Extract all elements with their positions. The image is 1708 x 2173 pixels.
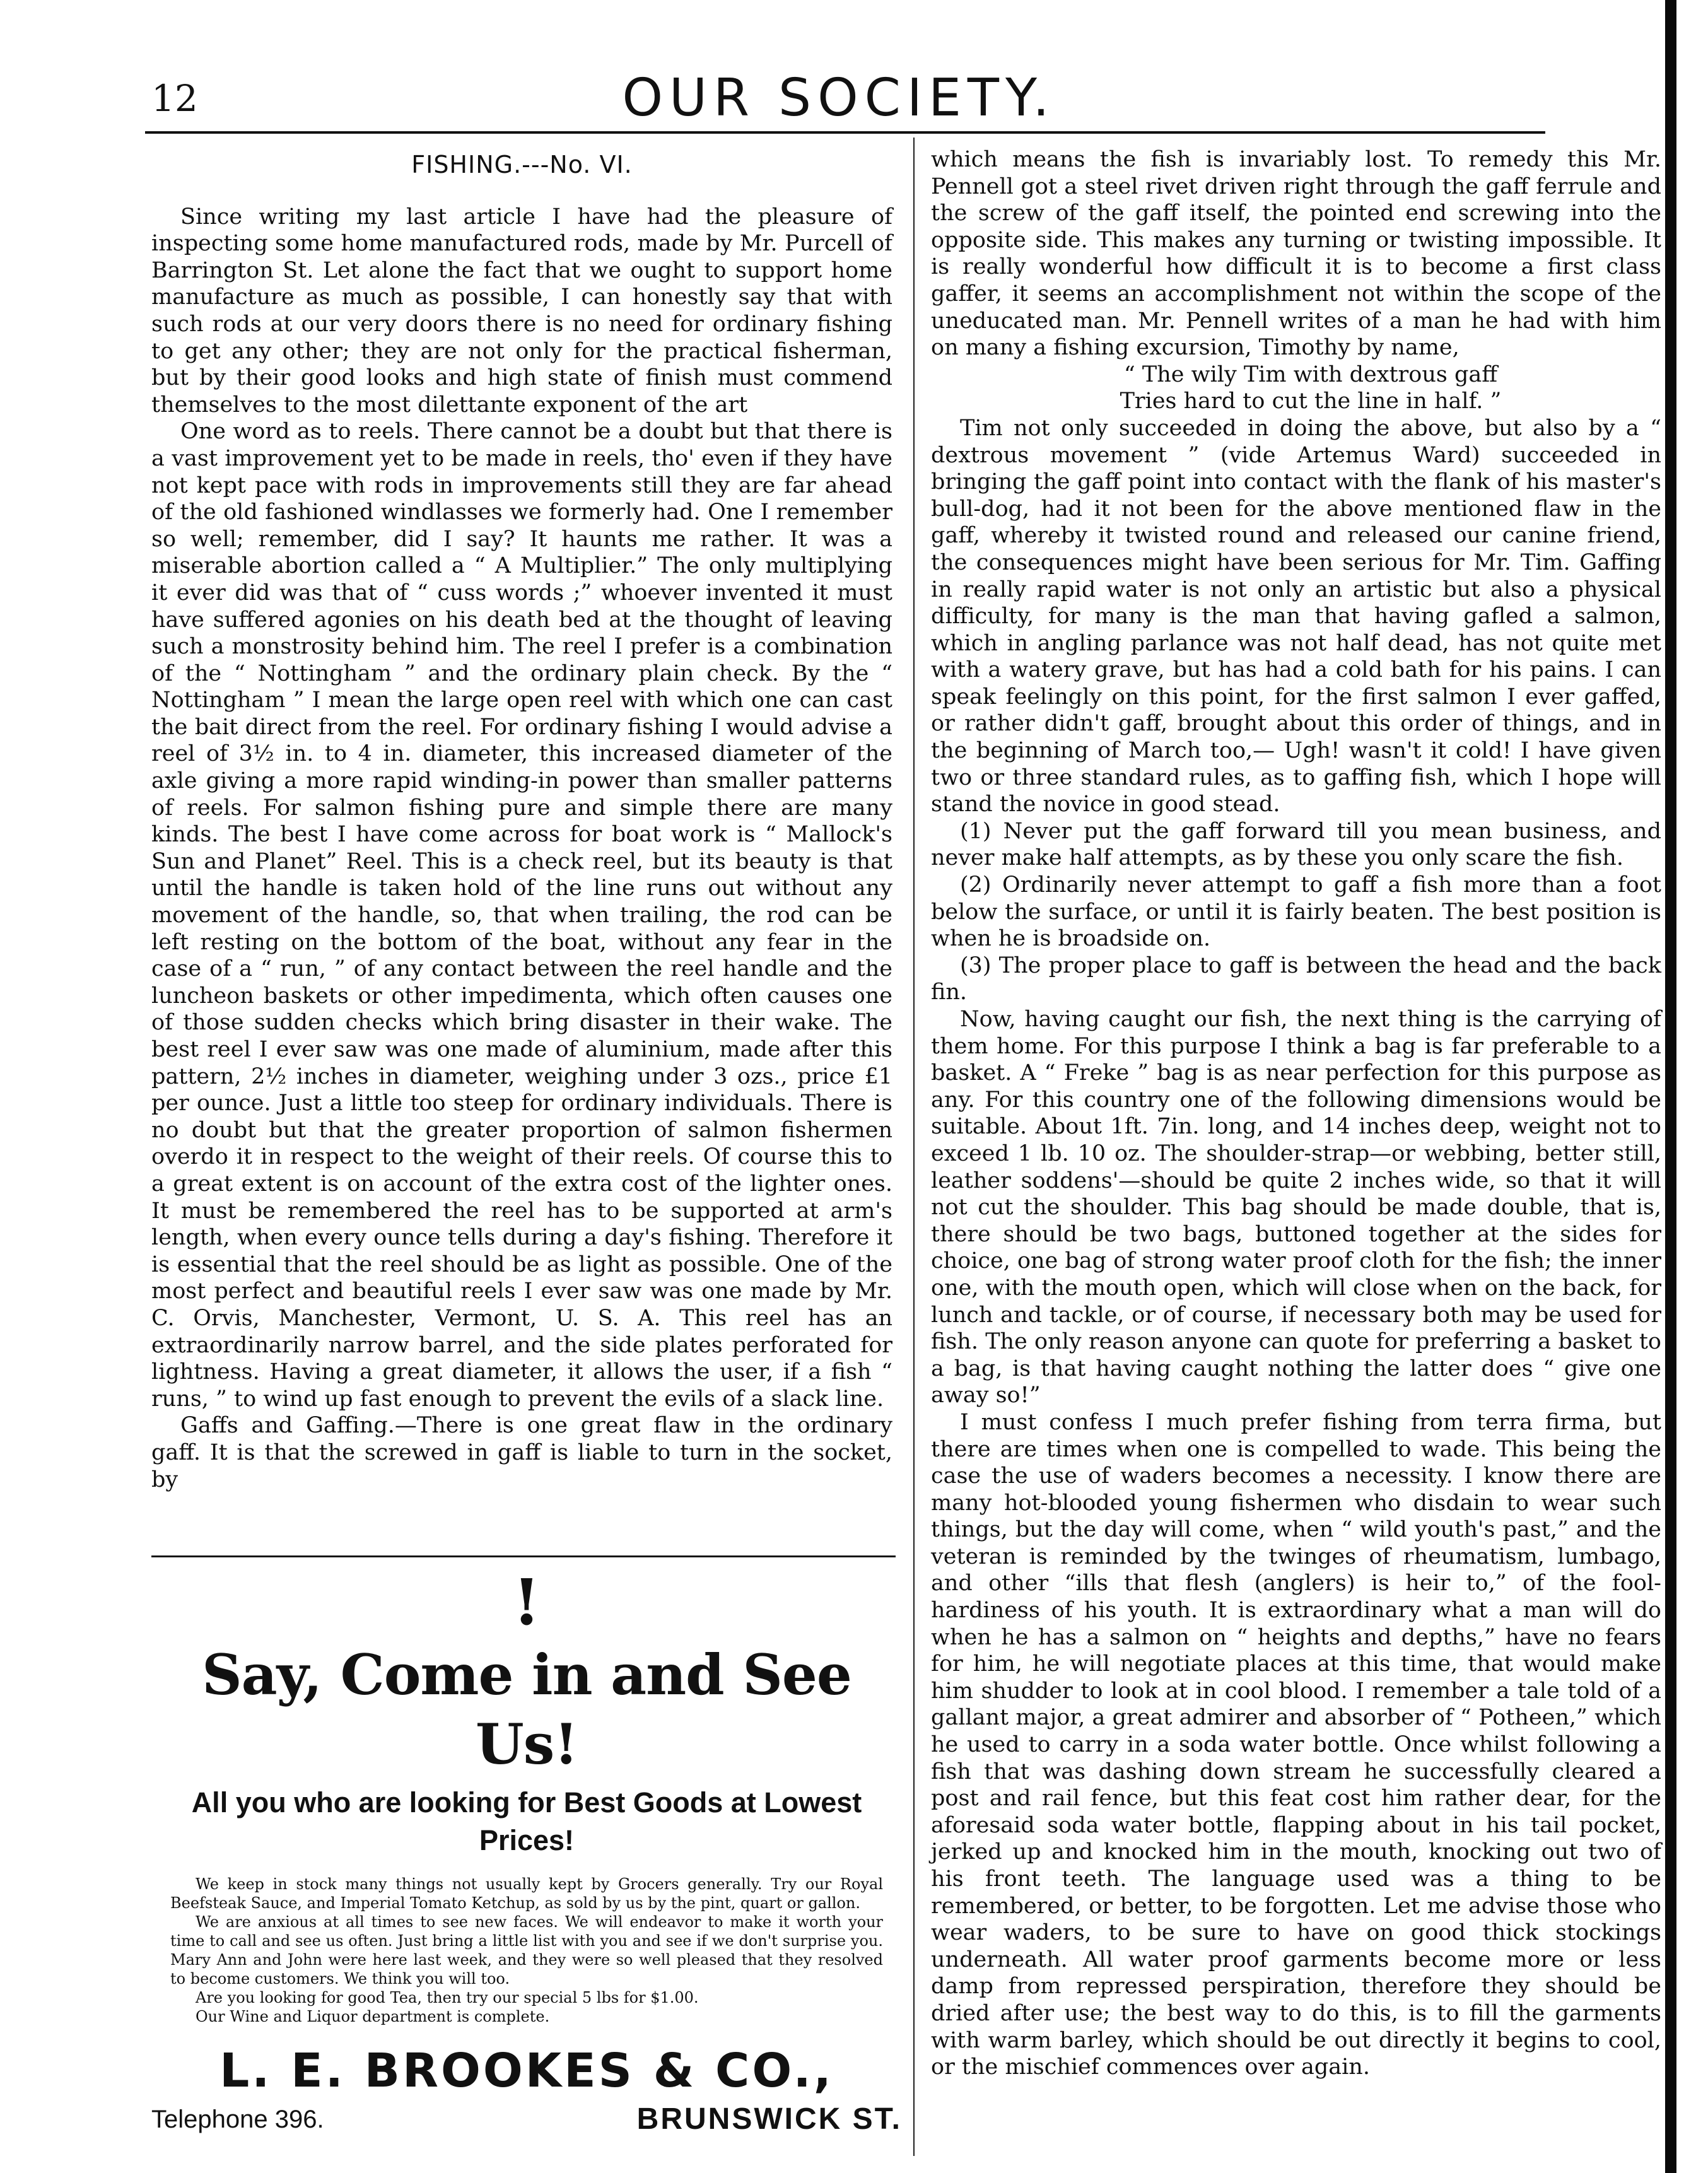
article-paragraph: which means the fish is invariably lost. To remedy this Mr. Pennell got a steel rivet driven right through the gaff ferrule and the screw of the gaff itself, the pointed end screwing into the opposite side. This makes any turning or twisting impossible. It is really wonderful how difficult it is to become a first class gaffer, it seems an accomplishment not within the scope of the uneducated man. Mr. Pennell writes of a man he had with him on many a fishing excursion, Timothy by name,: [931, 147, 1661, 361]
ad-paragraph: We are anxious at all times to see new faces. We will endeavor to make it worth your time to call and see us often. Just bring a little list with you and see if we don't surprise you. Mary Ann and John were here last week, and they were so well pleased that they resolved to become customers. We think you will too.: [170, 1913, 883, 1988]
ad-firm-name: L. E. BROOKES & CO.,: [219, 2044, 834, 2098]
verse-line: “ The wily Tim with dextrous gaff: [1123, 361, 1498, 387]
article-paragraph: One word as to reels. There cannot be a doubt but that there is a vast improvement yet to be made in reels, tho' even if they have not kept pace with rods in improvements still they are far ahead of the old fashioned windlasses we formerly had. One I remember so well; remember, did I say? It haunts me rather. It was a miserable abortion called a “ A Multiplier.” The only multiplying it ever did was that of “ cuss words ;” whoever invented it must have suffered agonies on his death bed at the thought of leaving such a monstrosity behind him. The reel I prefer is a combination of the “ Nottingham ” and the ordinary plain check. By the “ Nottingham ” I mean the large open reel with which one can cast the bait direct from the reel. For ordinary fishing I would advise a reel of 3½ in. to 4 in. diameter, this increased diameter of the axle giving a more rapid winding-in power than smaller patterns of reels. For salmon fishing pure and simple there are many kinds. The best I have come across for boat work is “ Mallock's Sun and Planet” Reel. This is a check reel, but its beauty is that until the handle is taken hold of the line runs out without any movement of the handle, so, that when trailing, the rod can be left resting on the bottom of the boat, without any fear in the case of a “ run, ” of any contact between the reel handle and the luncheon baskets or other impedimenta, which often causes one of those sudden checks which bring disaster in their wake. The best reel I ever saw was one made of aluminium, made after this pattern, 2½ inches in diameter, weighing under 3 ozs., price £1 per ounce. Just a little too steep for ordinary individuals. There is no doubt but that the greater proportion of salmon fishermen overdo it in respect to the weight of their reels. Of course this to a great extent is on account of the extra cost of the lighter ones. It must be remembered the reel has to be supported at arm's length, when every ounce tells during a day's fishing. Therefore it is essential that the reel should be as light as possible. One of the most perfect and beautiful reels I ever saw was one made by Mr. C. Orvis, Manchester, Vermont, U. S. A. This reel has an extraordinarily narrow barrel, and the side plates perforated for lightness. Having a great diameter, it allows the user, if a fish “ runs, ” to wind up fast enough to prevent the evils of a slack line.: [151, 419, 892, 1412]
header-rule: [145, 131, 1545, 134]
article-paragraph: Tim not only succeeded in doing the above, but also by a “ dextrous movement ” (vide Artemus Ward) succeeded in bringing the gaff point into contact with the flank of his master's bull-dog, had it not been for the above mentioned flaw in the gaff, whereby it twisted round and released our canine friend, the consequences might have been serious for Mr. Tim. Gaffing in really rapid water is not only an artistic but also a physical difficulty, for many is the man that having gafled a salmon, which in angling parlance was not half dead, has not quite met with a watery grave, but has had a cold bath for his pains. I can speak feelingly on this point, for the first salmon I ever gaffed, or rather didn't gaff, brought about this order of things, and in the beginning of March too,— Ugh! wasn't it cold! I have given two or three standard rules, as to gaffing fish, which I hope will stand the novice in good stead.: [931, 415, 1661, 817]
ad-exclamation: !: [513, 1565, 541, 1639]
article-column-right: [931, 146, 1661, 2081]
page-header: [151, 68, 1526, 131]
ad-top-rule: [151, 1555, 896, 1557]
article-paragraph: Now, having caught our fish, the next thing is the carrying of them home. For this purpose I think a bag is far preferable to a basket. A “ Freke ” bag is as near perfection for this purpose as any. For this country one of the following dimensions would be suitable. About 1ft. 7in. long, and 14 inches deep, weight not to exceed 1 lb. 10 oz. The shoulder-strap—or webbing, better still, leather soddens'—should be quite 2 inches wide, so that it will not cut the shoulder. This bag should be made double, that is, there should be two bags, buttoned together at the sides for choice, one bag of strong water proof cloth for the fish; the inner one, with the mouth open, which will close when on the back, for lunch and tackle, or of course, if necessary both may be used for fish. The only reason anyone can quote for preferring a basket to a bag, is that having caught nothing the latter does “ give one away so!”: [931, 1007, 1661, 1409]
verse-line: Tries hard to cut the line in half. ”: [1120, 389, 1502, 414]
ad-street: BRUNSWICK ST.: [636, 2102, 902, 2136]
ad-tagline: All you who are looking for Best Goods at Lowest Prices!: [191, 1786, 862, 1856]
ad-headline: Say, Come in and See Us!: [202, 1642, 851, 1777]
article-column-left: [151, 151, 892, 1493]
ad-body: [170, 1875, 883, 2026]
masthead: OUR SOCIETY.: [622, 68, 1056, 128]
article-paragraph: Gaffs and Gaffing.—There is one great flaw in the ordinary gaff. It is that the screwed in gaff is liable to turn in the socket, by: [151, 1413, 892, 1492]
ad-paragraph: Are you looking for good Tea, then try our special 5 lbs for $1.00.: [196, 1989, 699, 2006]
ad-footer: [151, 2102, 902, 2143]
article-paragraph: I must confess I much prefer fishing from terra firma, but there are times when one is compelled to wade. This being the case the use of waders becomes a necessity. I know there are many hot-blooded young fishermen who disdain to wear such things, but the day will come, when “ wild youth's past,” and the veteran is reminded by the twinges of rheumatism, lumbago, and other “ills that flesh (anglers) is heir to,” of the fool-hardiness of his youth. It is extraordinary what a man will do when he has a salmon on “ heights and depths,” have no fears for him, he will negotiate places at this time, that would make him shudder to look at in cool blood. I remember a tale told of a gallant major, a great admirer and absorber of “ Potheen,” which he used to carry in a soda water bottle. Once whilst following a fish that was dashing down stream he successfully cleared a post and rail fence, but this feat cost him rather dear, for the aforesaid soda water bottle, flapping about in his tail pocket, jerked up and knocked him in the mouth, knocking out two of his front teeth. The language used was a thing to be remembered, or better, to be forgotten. Let me advise those who wear waders, to be sure to have on good thick stockings underneath. All water proof garments become more or less damp from repressed perspiration, therefore they should be dried after use; the best way to do this, is to fill the garments with warm barley, which should be out directly it begins to cool, or the mischief commences over again.: [931, 1409, 1661, 2080]
page-number: 12: [151, 77, 198, 120]
advertisement: [151, 1565, 902, 2143]
article-paragraph: (3) The proper place to gaff is between the head and the back fin.: [931, 952, 1661, 1005]
article-title: FISHING.---No. VI.: [411, 151, 633, 179]
ad-paragraph: We keep in stock many things not usually kept by Grocers generally. Try our Royal Beefsteak Sauce, and Imperial Tomato Ketchup, as sold by us by the pint, quart or gallon.: [170, 1875, 883, 1912]
ad-paragraph: Our Wine and Liquor department is complete.: [196, 2008, 550, 2025]
article-paragraph: (2) Ordinarily never attempt to gaff a fish more than a foot below the surface, or until it is fairly beaten. The best position is when he is broadside on.: [931, 872, 1661, 952]
column-divider: [913, 138, 915, 2156]
ad-telephone: Telephone 396.: [151, 2106, 324, 2133]
article-paragraph: Since writing my last article I have had the pleasure of inspecting some home manufactured rods, made by Mr. Purcell of Barrington St. Let alone the fact that we ought to support home manufacture as much as possible, I can honestly say that with such rods at our very doors there is no need for ordinary fishing to get any other; they are not only for the practical fisherman, but by their good looks and high state of finish must commend themselves to the most dilettante exponent of the art: [151, 204, 892, 418]
article-paragraph: (1) Never put the gaff forward till you mean business, and never make half attempts, as by these you only scare the fish.: [931, 818, 1661, 871]
page-edge-shadow: [1665, 0, 1676, 2173]
